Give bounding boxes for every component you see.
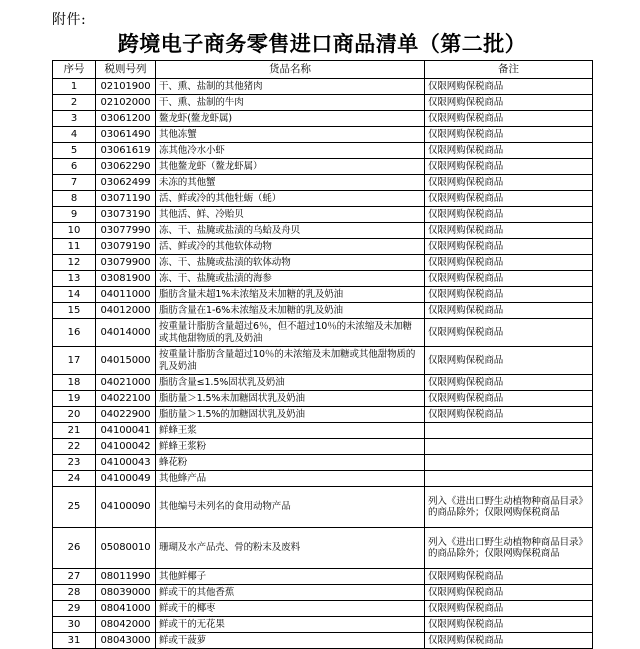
table-row (53, 319, 593, 347)
cell-remark: 仅限网购保税商品 (425, 347, 593, 375)
table-row (53, 455, 593, 471)
cell-seq: 4 (53, 127, 96, 143)
cell-remark: 仅限网购保税商品 (425, 271, 593, 287)
cell-seq: 6 (53, 159, 96, 175)
cell-code: 02102000 (96, 95, 156, 111)
table-row (53, 207, 593, 223)
cell-seq: 10 (53, 223, 96, 239)
attachment-label: 附件: (52, 12, 87, 28)
cell-seq: 2 (53, 95, 96, 111)
cell-remark: 仅限网购保税商品 (425, 239, 593, 255)
column-header-name: 货品名称 (156, 61, 425, 79)
cell-name: 脂肪量＞1.5%的加糖固状乳及奶油 (156, 407, 425, 423)
cell-code: 04022100 (96, 391, 156, 407)
table-header (53, 61, 593, 79)
table-row (53, 271, 593, 287)
table-row (53, 79, 593, 95)
cell-name: 其他鲜椰子 (156, 569, 425, 585)
cell-seq: 24 (53, 471, 96, 487)
table-row (53, 191, 593, 207)
cell-code: 03073190 (96, 207, 156, 223)
cell-seq: 23 (53, 455, 96, 471)
cell-seq: 19 (53, 391, 96, 407)
cell-seq: 31 (53, 633, 96, 649)
cell-seq: 7 (53, 175, 96, 191)
cell-seq: 15 (53, 303, 96, 319)
cell-code: 04021000 (96, 375, 156, 391)
cell-remark: 仅限网购保税商品 (425, 255, 593, 271)
cell-name: 冻其他冷水小虾 (156, 143, 425, 159)
cell-remark: 仅限网购保税商品 (425, 95, 593, 111)
cell-seq: 26 (53, 528, 96, 569)
cell-seq: 30 (53, 617, 96, 633)
table-row (53, 601, 593, 617)
cell-remark (425, 455, 593, 471)
cell-remark: 仅限网购保税商品 (425, 617, 593, 633)
cell-name: 鲜或干菠萝 (156, 633, 425, 649)
cell-remark: 列入《进出口野生动植物种商品目录》的商品除外；仅限网购保税商品 (425, 528, 593, 569)
cell-code: 04100041 (96, 423, 156, 439)
cell-remark: 仅限网购保税商品 (425, 585, 593, 601)
cell-code: 03081900 (96, 271, 156, 287)
cell-seq: 29 (53, 601, 96, 617)
cell-name: 冻、干、盐腌或盐渍的乌蛤及舟贝 (156, 223, 425, 239)
cell-name: 冻、干、盐腌或盐渍的海参 (156, 271, 425, 287)
cell-name: 蜂花粉 (156, 455, 425, 471)
table-row (53, 239, 593, 255)
cell-seq: 5 (53, 143, 96, 159)
cell-seq: 17 (53, 347, 96, 375)
column-header-code: 税则号列 (96, 61, 156, 79)
cell-code: 04022900 (96, 407, 156, 423)
cell-remark: 仅限网购保税商品 (425, 127, 593, 143)
cell-seq: 3 (53, 111, 96, 127)
cell-remark (425, 439, 593, 455)
page-title: 跨境电子商务零售进口商品清单（第二批） (117, 31, 527, 56)
cell-code: 04011000 (96, 287, 156, 303)
table-row (53, 487, 593, 528)
cell-code: 03071190 (96, 191, 156, 207)
cell-code: 04100090 (96, 487, 156, 528)
table-row (53, 127, 593, 143)
cell-name: 鲜或干的椰枣 (156, 601, 425, 617)
cell-code: 08042000 (96, 617, 156, 633)
cell-remark: 仅限网购保税商品 (425, 79, 593, 95)
cell-seq: 8 (53, 191, 96, 207)
table-row (53, 375, 593, 391)
cell-seq: 1 (53, 79, 96, 95)
cell-code: 03077990 (96, 223, 156, 239)
table-row (53, 111, 593, 127)
cell-seq: 18 (53, 375, 96, 391)
cell-code: 03061490 (96, 127, 156, 143)
cell-code: 04014000 (96, 319, 156, 347)
cell-remark: 仅限网购保税商品 (425, 569, 593, 585)
cell-code: 03062499 (96, 175, 156, 191)
cell-seq: 22 (53, 439, 96, 455)
cell-remark: 仅限网购保税商品 (425, 175, 593, 191)
table-row (53, 407, 593, 423)
table-row (53, 175, 593, 191)
cell-seq: 14 (53, 287, 96, 303)
cell-remark: 仅限网购保税商品 (425, 111, 593, 127)
cell-remark: 仅限网购保税商品 (425, 303, 593, 319)
cell-code: 08043000 (96, 633, 156, 649)
cell-name: 其他活、鲜、冷贻贝 (156, 207, 425, 223)
cell-remark (425, 471, 593, 487)
cell-remark: 仅限网购保税商品 (425, 391, 593, 407)
cell-code: 03062290 (96, 159, 156, 175)
cell-code: 04100043 (96, 455, 156, 471)
cell-remark: 仅限网购保税商品 (425, 319, 593, 347)
cell-name: 鲜蜂王浆粉 (156, 439, 425, 455)
cell-name: 冻、干、盐腌或盐渍的软体动物 (156, 255, 425, 271)
cell-name: 活、鲜或冷的其他牡蛎（蚝） (156, 191, 425, 207)
cell-seq: 27 (53, 569, 96, 585)
cell-seq: 9 (53, 207, 96, 223)
cell-name: 脂肪含量≤1.5%固状乳及奶油 (156, 375, 425, 391)
cell-remark: 仅限网购保税商品 (425, 601, 593, 617)
cell-name: 干、熏、盐制的牛肉 (156, 95, 425, 111)
cell-name: 按重量计脂肪含量超过6％，但不超过10％的未浓缩及未加糖或其他甜物质的乳及奶油 (156, 319, 425, 347)
cell-code: 04015000 (96, 347, 156, 375)
cell-seq: 13 (53, 271, 96, 287)
table-row (53, 585, 593, 601)
cell-seq: 16 (53, 319, 96, 347)
cell-name: 其他鳌龙虾（鳌龙虾属） (156, 159, 425, 175)
cell-remark: 仅限网购保税商品 (425, 223, 593, 239)
cell-name: 按重量计脂肪含量超过10％的未浓缩及未加糖或其他甜物质的乳及奶油 (156, 347, 425, 375)
table-row (53, 439, 593, 455)
cell-code: 02101900 (96, 79, 156, 95)
cell-remark: 仅限网购保税商品 (425, 191, 593, 207)
table-row (53, 617, 593, 633)
table-row (53, 159, 593, 175)
cell-name: 其他编号未列名的食用动物产品 (156, 487, 425, 528)
cell-name: 鲜或干的无花果 (156, 617, 425, 633)
table-row (53, 347, 593, 375)
cell-code: 03079190 (96, 239, 156, 255)
cell-name: 鲜或干的其他香蕉 (156, 585, 425, 601)
table-row (53, 633, 593, 649)
cell-name: 鳌龙虾(鳌龙虾属) (156, 111, 425, 127)
table-header-row (53, 61, 593, 79)
table-row (53, 95, 593, 111)
table-row (53, 287, 593, 303)
cell-code: 04100042 (96, 439, 156, 455)
cell-name: 脂肪含量在1-6%未浓缩及未加糖的乳及奶油 (156, 303, 425, 319)
table-row (53, 569, 593, 585)
cell-seq: 12 (53, 255, 96, 271)
column-header-seq: 序号 (53, 61, 96, 79)
cell-remark: 列入《进出口野生动植物种商品目录》的商品除外；仅限网购保税商品 (425, 487, 593, 528)
cell-code: 03061619 (96, 143, 156, 159)
cell-remark: 仅限网购保税商品 (425, 159, 593, 175)
table-body (53, 79, 593, 649)
cell-name: 鲜蜂王浆 (156, 423, 425, 439)
table-row (53, 223, 593, 239)
cell-name: 珊瑚及水产品壳、骨的粉末及废料 (156, 528, 425, 569)
cell-code: 04100049 (96, 471, 156, 487)
cell-name: 脂肪量＞1.5%未加糖固状乳及奶油 (156, 391, 425, 407)
table-row (53, 143, 593, 159)
cell-code: 04012000 (96, 303, 156, 319)
cell-seq: 20 (53, 407, 96, 423)
table-row (53, 528, 593, 569)
cell-remark: 仅限网购保税商品 (425, 287, 593, 303)
cell-remark (425, 423, 593, 439)
table-row (53, 303, 593, 319)
cell-seq: 28 (53, 585, 96, 601)
goods-table-container (52, 60, 592, 649)
cell-remark: 仅限网购保税商品 (425, 407, 593, 423)
table-row (53, 471, 593, 487)
cell-remark: 仅限网购保税商品 (425, 375, 593, 391)
cell-name: 其他冻蟹 (156, 127, 425, 143)
cell-remark: 仅限网购保税商品 (425, 633, 593, 649)
cell-name: 其他蜂产品 (156, 471, 425, 487)
cell-seq: 11 (53, 239, 96, 255)
cell-code: 08011990 (96, 569, 156, 585)
cell-code: 08039000 (96, 585, 156, 601)
cell-code: 03079900 (96, 255, 156, 271)
cell-name: 活、鲜或冷的其他软体动物 (156, 239, 425, 255)
cell-name: 脂肪含量未超1%未浓缩及未加糖的乳及奶油 (156, 287, 425, 303)
cell-code: 03061200 (96, 111, 156, 127)
cell-seq: 21 (53, 423, 96, 439)
cell-seq: 25 (53, 487, 96, 528)
cell-remark: 仅限网购保税商品 (425, 207, 593, 223)
cell-remark: 仅限网购保税商品 (425, 143, 593, 159)
goods-table (52, 60, 593, 649)
cell-code: 08041000 (96, 601, 156, 617)
cell-code: 05080010 (96, 528, 156, 569)
table-row (53, 423, 593, 439)
table-row (53, 255, 593, 271)
table-row (53, 391, 593, 407)
cell-name: 干、熏、盐制的其他猪肉 (156, 79, 425, 95)
column-header-remark: 备注 (425, 61, 593, 79)
cell-name: 未冻的其他蟹 (156, 175, 425, 191)
